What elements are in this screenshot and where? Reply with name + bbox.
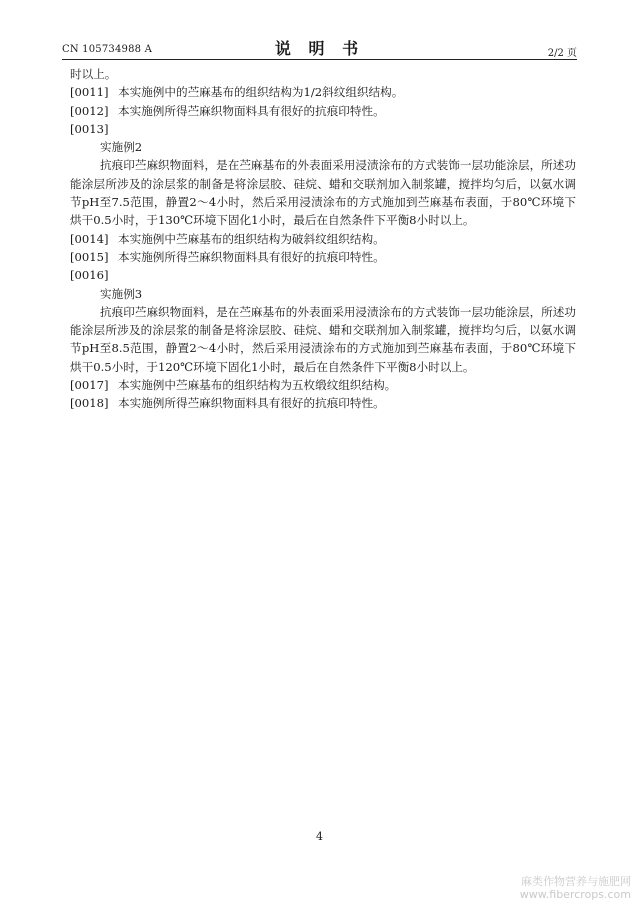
page-indicator: 2/2 页 (547, 48, 577, 59)
continued-text: 时以上。 (70, 67, 117, 81)
paragraph-tag: [0016] (70, 268, 109, 283)
watermark-url: www.fibercrops.com (519, 888, 631, 901)
watermark (520, 875, 631, 901)
example-heading: 实施例2 (100, 140, 143, 155)
paragraph-tag: [0012] (70, 103, 109, 118)
paragraph-text: 本实施例所得苎麻织物面料具有很好的抗痕印特性。 (118, 103, 385, 118)
paragraph-tag: [0018] (70, 396, 109, 411)
paragraph-tag: [0013] (70, 121, 109, 136)
paragraph-tag: [0011] (70, 85, 109, 100)
page-number: 4 (316, 830, 323, 843)
paragraph-0018 (70, 394, 576, 412)
example-paragraph: 抗痕印苎麻织物面料，是在苎麻基布的外表面采用浸渍涂布的方式装饰一层功能涂层，所述功能涂层所涉及的涂层浆的制备是将涂层胶、硅烷、蜡和交联剂加入制浆罐，搅拌均匀后，以氨水调节pH至8.5范围，静置2～4小时，然后采用浸渍涂布的方式施加到苎麻基布表面，于80℃环境下烘干0.5小时，于120℃环境下固化1小时，最后在自然条件下平衡8小时以上。 (70, 304, 576, 374)
paragraph-text: 本实施例所得苎麻织物面料具有很好的抗痕印特性。 (118, 396, 385, 411)
paragraph-text: 本实施例所得苎麻织物面料具有很好的抗痕印特性。 (118, 249, 385, 264)
paragraph-0012 (70, 102, 576, 120)
paragraph-0015 (70, 248, 576, 266)
header-rule (62, 59, 577, 60)
watermark-name: 麻类作物营养与施肥网 (521, 875, 631, 888)
document-body (70, 65, 576, 413)
example-heading: 实施例3 (100, 286, 143, 301)
page-header (62, 36, 577, 58)
paragraph-text: 本实施例中的苎麻基布的组织结构为1/2斜纹组织结构。 (118, 85, 404, 100)
patent-number: CN 105734988 A (62, 44, 153, 55)
paragraph-tag: [0014] (70, 231, 109, 246)
paragraph-tag: [0015] (70, 249, 109, 264)
paragraph-text: 本实施例中苎麻基布的组织结构为五枚缎纹组织结构。 (118, 378, 397, 393)
paragraph-tag: [0017] (70, 378, 109, 393)
example-paragraph: 抗痕印苎麻织物面料，是在苎麻基布的外表面采用浸渍涂布的方式装饰一层功能涂层，所述功能涂层所涉及的涂层浆的制备是将涂层胶、硅烷、蜡和交联剂加入制浆罐，搅拌均匀后，以氨水调节pH至7.5范围，静置2～4小时，然后采用浸渍涂布的方式施加到苎麻基布表面，于80℃环境下烘干0.5小时，于130℃环境下固化1小时，最后在自然条件下平衡8小时以上。 (70, 158, 576, 228)
paragraph-0011 (70, 83, 576, 101)
paragraph-0014 (70, 230, 576, 248)
document-title: 说 明 书 (274, 39, 365, 58)
paragraph-text: 本实施例中苎麻基布的组织结构为破斜纹组织结构。 (118, 231, 385, 246)
paragraph-0017 (70, 376, 576, 394)
